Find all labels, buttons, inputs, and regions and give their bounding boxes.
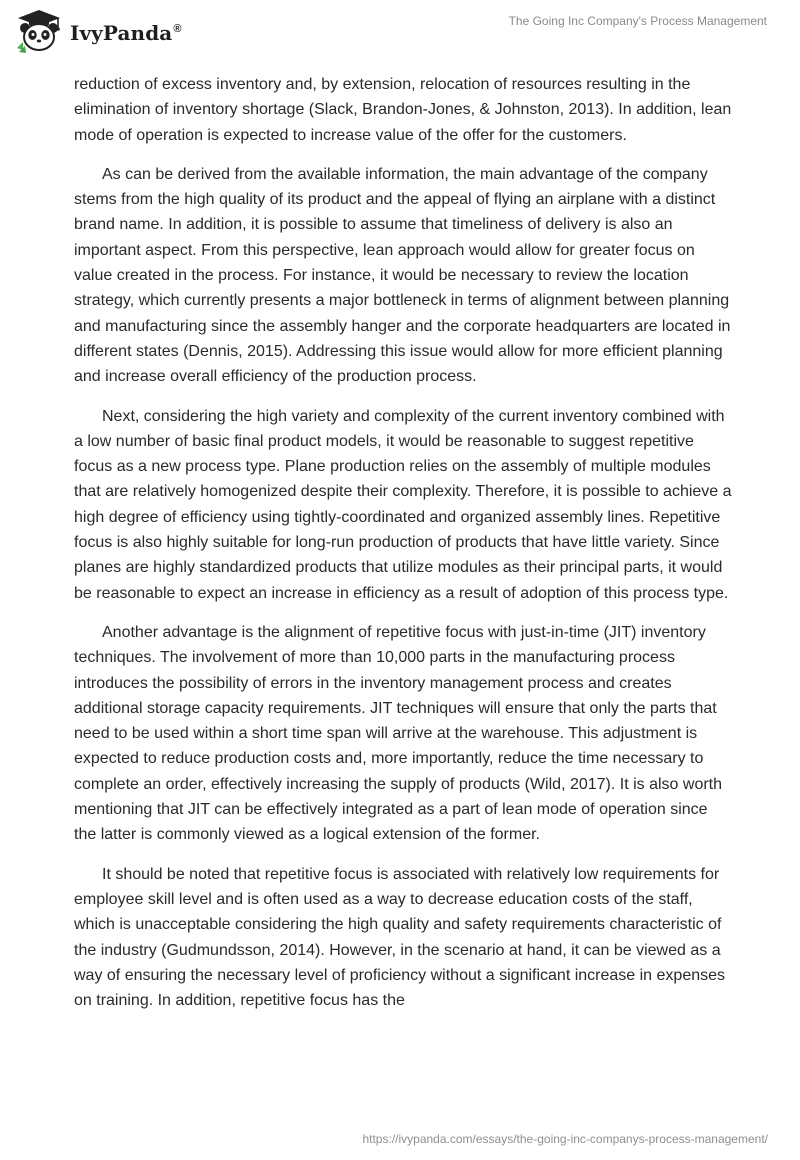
- paragraph: Next, considering the high variety and complexity of the current inventory combined with a low number of basic final product models, it would be reasonable to suggest repetitive focus as a new process type. Plane production relies on the assembly of multiple modules that are relatively homogenized despite their complexity. Therefore, it is possible to achieve a high degree of efficiency using tightly-coordinated and organized assembly lines. Repetitive focus is also highly suitable for long-run production of products that have little variety. Since planes are highly standardized products that utilize modules as their principal parts, it would be reasonable to expect an increase in efficiency as a result of adoption of this process type.: [74, 407, 732, 602]
- essay-body: [74, 72, 734, 1027]
- brand-logo[interactable]: [14, 8, 182, 54]
- page-header: [0, 0, 800, 62]
- registered-mark: ®: [173, 23, 182, 36]
- paragraph: As can be derived from the available information, the main advantage of the company stems from the high quality of its product and the appeal of flying an airplane with a distinct brand name. In addition, it is possible to assume that timeliness of delivery is also an important aspect. From this perspective, lean approach would allow for greater focus on value created in the process. For instance, it would be necessary to review the location strategy, which currently presents a major bottleneck in terms of alignment between planning and manufacturing since the assembly hanger and the corporate headquarters are located in different states (Dennis, 2015). Addressing this issue would allow for more efficient planning and increase overall efficiency of the production process.: [74, 165, 731, 386]
- paragraph: It should be noted that repetitive focus is associated with relatively low requirements for employee skill level and is often used as a way to decrease education costs of the staff, which is unacceptable considering the high quality and safety requirements characteristic of the industry (Gudmundsson, 2014). However, in the scenario at hand, it can be viewed as a way of ensuring the necessary level of proficiency without a significant increase in expenses on training. In addition, repetitive focus has the: [74, 865, 726, 1010]
- panda-graduate-icon: [14, 8, 64, 54]
- paragraph: reduction of excess inventory and, by extension, relocation of resources resulting in the elimination of inventory shortage (Slack, Brandon-Jones, & Johnston, 2013). In addition, lean mode of operation is expected to increase value of the offer for the customers.: [74, 76, 732, 144]
- document-title: The Going Inc Company's Process Management: [508, 14, 767, 28]
- brand-name: IvyPanda®: [70, 21, 182, 45]
- source-url[interactable]: https://ivypanda.com/essays/the-going-inc-companys-process-management/: [362, 1132, 768, 1146]
- paragraph: Another advantage is the alignment of repetitive focus with just-in-time (JIT) inventory techniques. The involvement of more than 10,000 parts in the manufacturing process introduces the possibility of errors in the inventory management process and creates additional storage capacity requirements. JIT techniques will ensure that only the parts that need to be used within a short time span will arrive at the warehouse. This adjustment is expected to reduce production costs and, more importantly, reduce the time necessary to complete an order, effectively increasing the supply of products (Wild, 2017). It is also worth mentioning that JIT can be effectively integrated as a part of lean mode of operation since the latter is commonly viewed as a logical extension of the former.: [74, 623, 723, 844]
